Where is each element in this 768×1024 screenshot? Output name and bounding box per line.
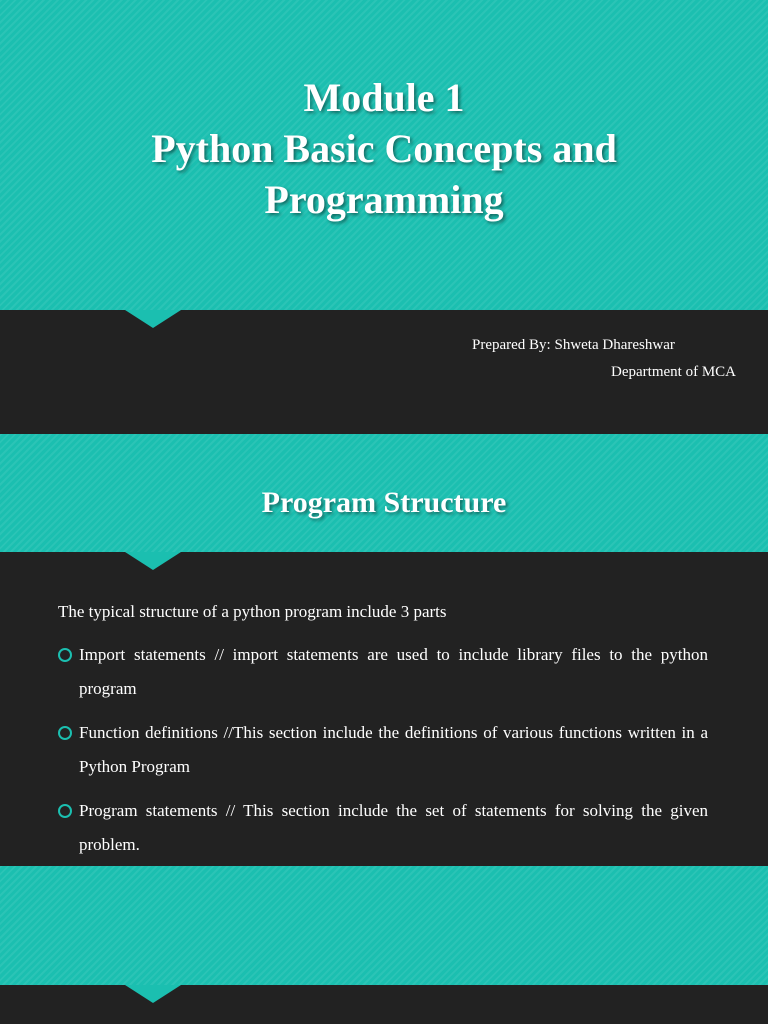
bullet-text: Import statements // import statements are used to include library files to the python program bbox=[79, 645, 708, 698]
bullet-text: Function definitions //This section include the definitions of various functions written in a Python Program bbox=[79, 723, 708, 776]
bullet-item bbox=[58, 638, 708, 706]
slide2-title: Program Structure bbox=[261, 486, 507, 519]
bullet-text: Program statements // This section include the set of statements for solving the given problem. bbox=[79, 801, 708, 854]
slide1-title bbox=[0, 72, 768, 225]
slide3-title-band bbox=[0, 866, 768, 985]
slide3-notch bbox=[125, 985, 181, 1003]
slide1-title-line-1: Module 1 bbox=[303, 75, 465, 120]
prepared-by: Prepared By: Shweta Dhareshwar bbox=[472, 337, 675, 353]
department: Department of MCA bbox=[611, 364, 736, 380]
slide2-intro: The typical structure of a python program include 3 parts bbox=[58, 602, 447, 621]
slide3-content-band bbox=[0, 985, 768, 1024]
slide1-notch bbox=[125, 310, 181, 328]
bullet-circle-icon bbox=[58, 804, 72, 818]
bullet-circle-icon bbox=[58, 726, 72, 740]
slide1-title-line-3: Programming bbox=[264, 177, 504, 222]
bullet-circle-icon bbox=[58, 648, 72, 662]
slide2-notch bbox=[125, 552, 181, 570]
bullet-item bbox=[58, 716, 708, 784]
bullet-item bbox=[58, 794, 708, 862]
slide1-title-line-2: Python Basic Concepts and bbox=[151, 126, 617, 171]
